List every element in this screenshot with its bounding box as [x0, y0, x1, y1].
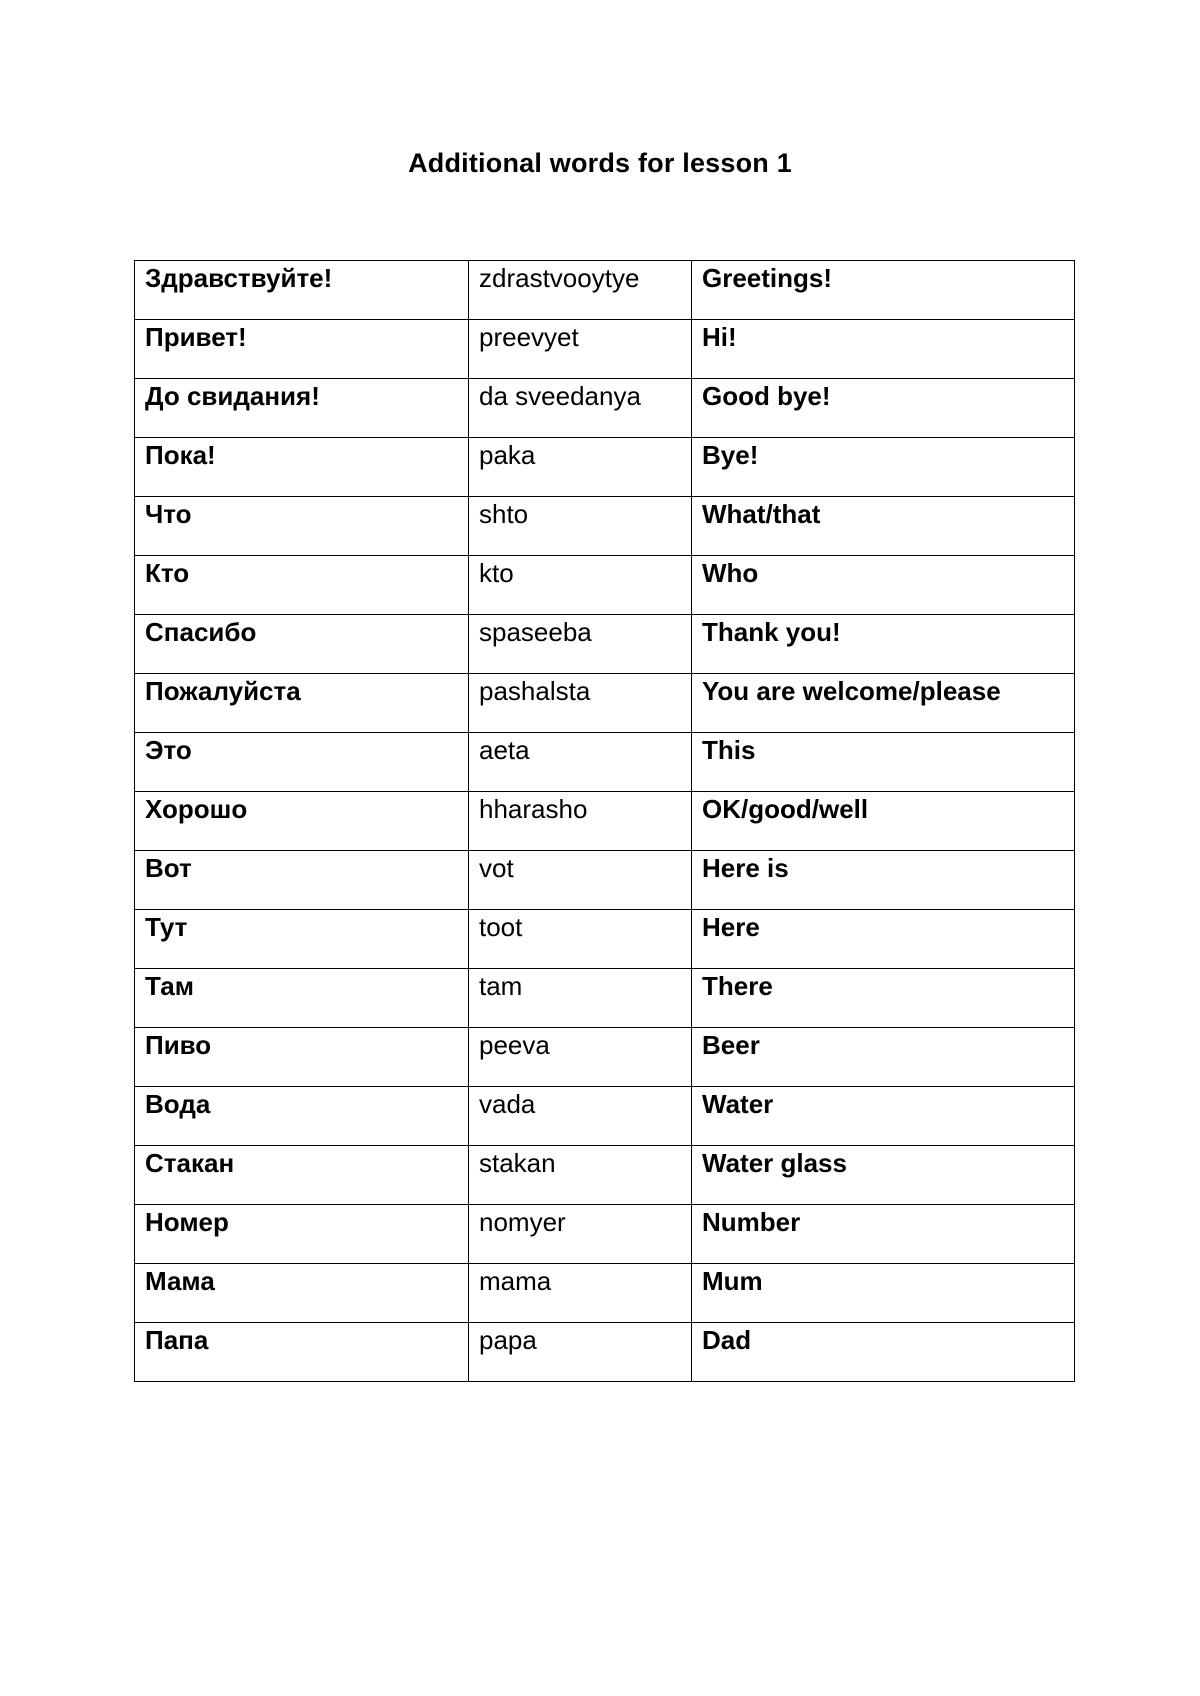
english-translation: Here [692, 910, 1075, 969]
english-translation: Who [692, 556, 1075, 615]
russian-word: До свидания! [135, 379, 469, 438]
russian-word: Кто [135, 556, 469, 615]
transliteration: tam [469, 969, 692, 1028]
russian-word: Привет! [135, 320, 469, 379]
transliteration: da sveedanya [469, 379, 692, 438]
english-translation: Good bye! [692, 379, 1075, 438]
english-translation: Greetings! [692, 261, 1075, 320]
russian-word: Спасибо [135, 615, 469, 674]
english-translation: Hi! [692, 320, 1075, 379]
table-row [135, 733, 1075, 792]
transliteration: nomyer [469, 1205, 692, 1264]
table-row [135, 969, 1075, 1028]
table-row [135, 1028, 1075, 1087]
english-translation: OK/good/well [692, 792, 1075, 851]
transliteration: paka [469, 438, 692, 497]
table-row [135, 497, 1075, 556]
transliteration: shto [469, 497, 692, 556]
transliteration: vada [469, 1087, 692, 1146]
vocabulary-table [134, 260, 1075, 1382]
page-title: Additional words for lesson 1 [408, 148, 792, 178]
russian-word: Вот [135, 851, 469, 910]
transliteration: hharasho [469, 792, 692, 851]
english-translation: This [692, 733, 1075, 792]
english-translation: Beer [692, 1028, 1075, 1087]
transliteration: vot [469, 851, 692, 910]
russian-word: Вода [135, 1087, 469, 1146]
english-translation: Bye! [692, 438, 1075, 497]
table-row [135, 1087, 1075, 1146]
table-row [135, 556, 1075, 615]
table-row [135, 1146, 1075, 1205]
table-row [135, 438, 1075, 497]
english-translation: There [692, 969, 1075, 1028]
russian-word: Там [135, 969, 469, 1028]
english-translation: Water [692, 1087, 1075, 1146]
table-row [135, 910, 1075, 969]
table-row [135, 1205, 1075, 1264]
russian-word: Стакан [135, 1146, 469, 1205]
table-row [135, 792, 1075, 851]
transliteration: pashalsta [469, 674, 692, 733]
english-translation: Mum [692, 1264, 1075, 1323]
transliteration: kto [469, 556, 692, 615]
russian-word: Мама [135, 1264, 469, 1323]
english-translation: Water glass [692, 1146, 1075, 1205]
table-row [135, 1323, 1075, 1382]
russian-word: Пока! [135, 438, 469, 497]
russian-word: Папа [135, 1323, 469, 1382]
english-translation: Dad [692, 1323, 1075, 1382]
russian-word: Пожалуйста [135, 674, 469, 733]
english-translation: You are welcome/please [692, 674, 1075, 733]
english-translation: Thank you! [692, 615, 1075, 674]
russian-word: Что [135, 497, 469, 556]
russian-word: Это [135, 733, 469, 792]
table-row [135, 851, 1075, 910]
transliteration: aeta [469, 733, 692, 792]
transliteration: spaseeba [469, 615, 692, 674]
transliteration: peeva [469, 1028, 692, 1087]
russian-word: Здравствуйте! [135, 261, 469, 320]
transliteration: preevyet [469, 320, 692, 379]
table-row [135, 320, 1075, 379]
transliteration: zdrastvooytye [469, 261, 692, 320]
russian-word: Хорошо [135, 792, 469, 851]
transliteration: papa [469, 1323, 692, 1382]
english-translation: What/that [692, 497, 1075, 556]
russian-word: Номер [135, 1205, 469, 1264]
transliteration: stakan [469, 1146, 692, 1205]
russian-word: Тут [135, 910, 469, 969]
english-translation: Number [692, 1205, 1075, 1264]
transliteration: toot [469, 910, 692, 969]
table-row [135, 674, 1075, 733]
transliteration: mama [469, 1264, 692, 1323]
table-row [135, 615, 1075, 674]
table-row [135, 1264, 1075, 1323]
table-row [135, 261, 1075, 320]
russian-word: Пиво [135, 1028, 469, 1087]
table-row [135, 379, 1075, 438]
english-translation: Here is [692, 851, 1075, 910]
